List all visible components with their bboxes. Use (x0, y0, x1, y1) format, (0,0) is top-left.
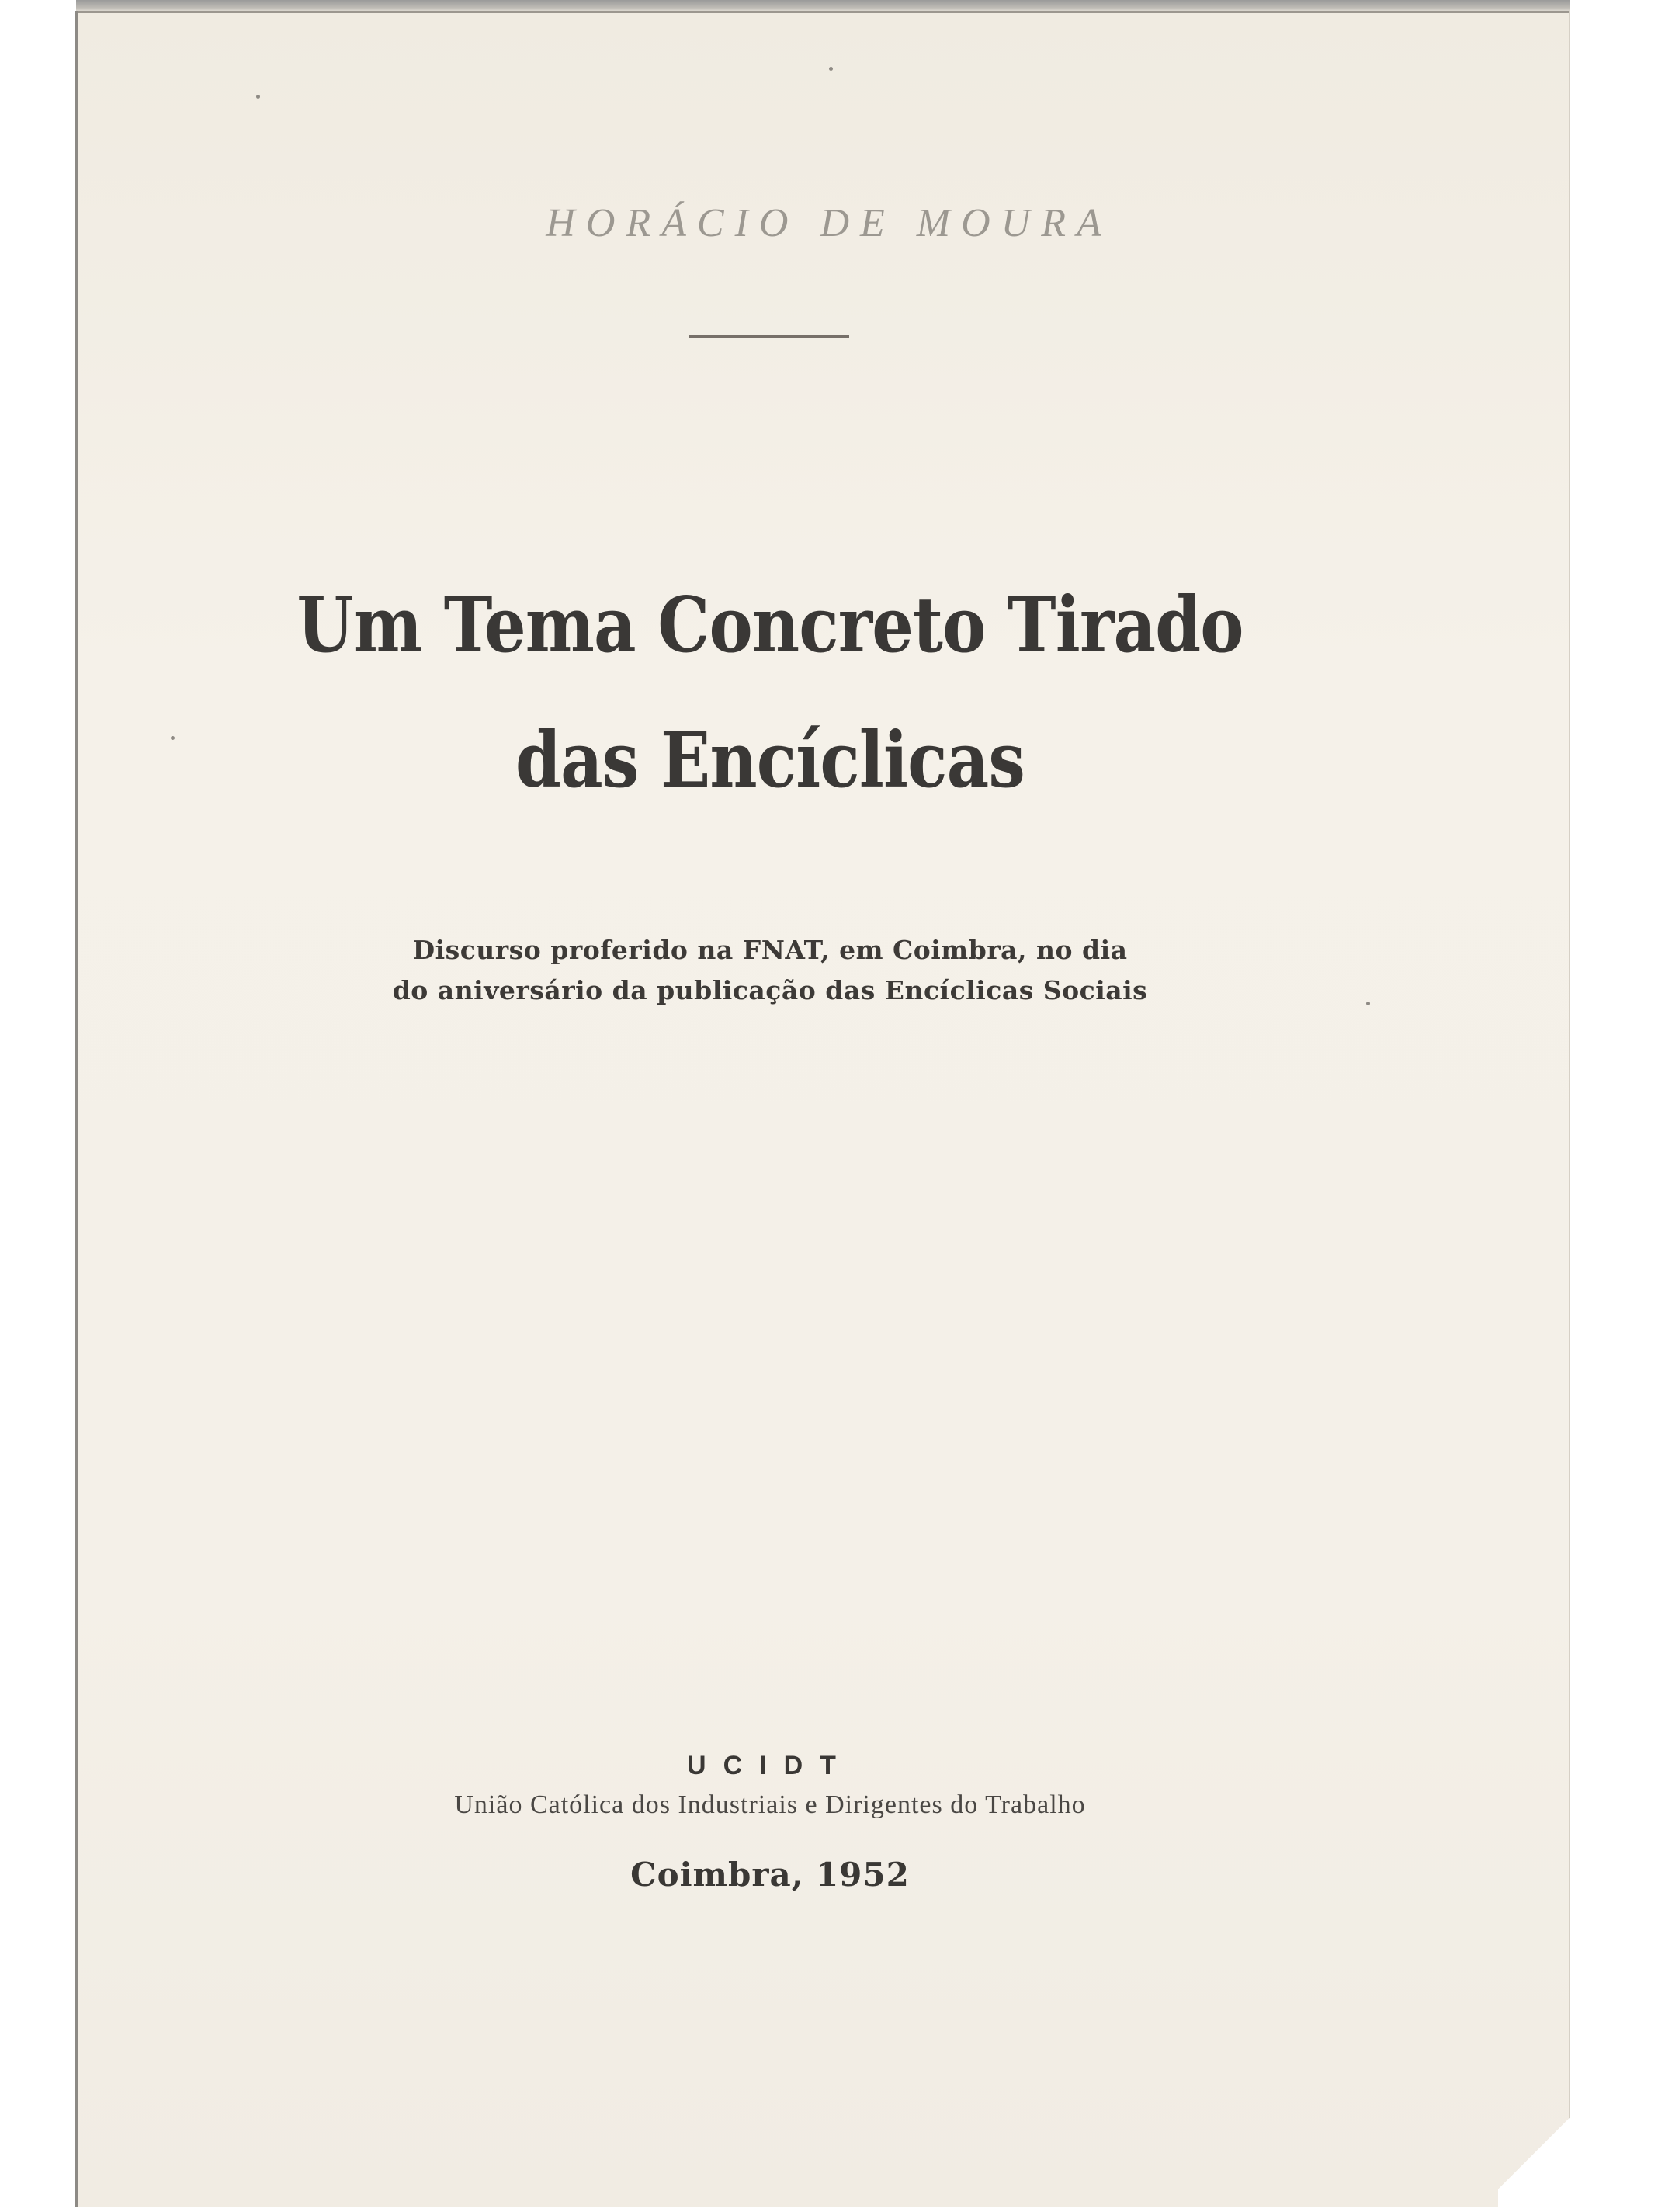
paper-speck (256, 95, 260, 99)
paper-speck (829, 67, 833, 71)
subtitle-line-2: do aniversário da publicação das Encíclicas Sociais (392, 975, 1148, 1005)
book-title-line-1: Um Tema Concreto Tirado (297, 581, 1244, 670)
publisher-abbreviation: UCIDT (687, 1751, 853, 1780)
book-title-line-2: das Encíclicas (515, 716, 1025, 805)
publisher-name: União Católica dos Industriais e Dirigentes do Trabalho (454, 1790, 1086, 1819)
folded-corner (1498, 2096, 1572, 2209)
author-name: HORÁCIO DE MOURA (546, 201, 1112, 245)
subtitle-line-1: Discurso proferido na FNAT, em Coimbra, no dia (412, 935, 1128, 965)
imprint-place-date: Coimbra, 1952 (630, 1856, 910, 1894)
divider-rule (689, 335, 849, 338)
